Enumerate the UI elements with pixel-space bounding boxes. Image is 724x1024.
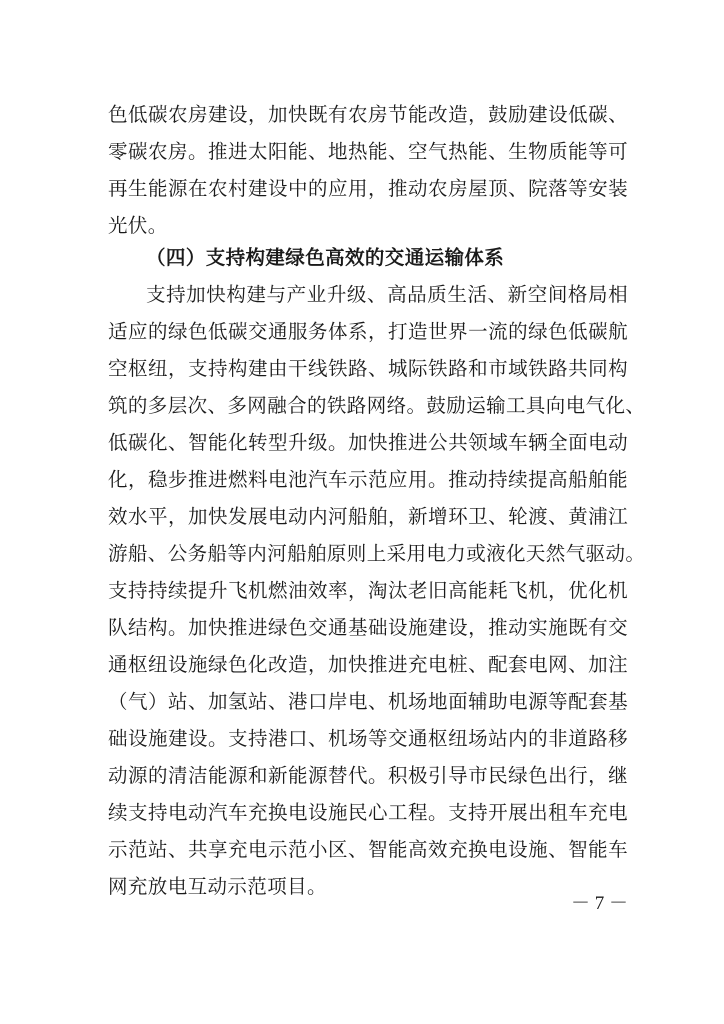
page-number: － 7 －: [570, 893, 628, 914]
paragraph-line: 队结构。加快推进绿色交通基础设施建设，推动实施既有交: [108, 616, 628, 639]
paragraph-line: 支持持续提升飞机燃油效率，淘汰老旧高能耗飞机，优化机: [108, 579, 628, 602]
paragraph-line: 再生能源在农村建设中的应用，推动农房屋顶、院落等安装: [108, 177, 628, 200]
paragraph-line: （气）站、加氢站、港口岸电、机场地面辅助电源等配套基: [108, 690, 628, 713]
paragraph-line: 础设施建设。支持港口、机场等交通枢纽场站内的非道路移: [108, 727, 628, 750]
paragraph-line: 效水平，加快发展电动内河船舶，新增环卫、轮渡、黄浦江: [108, 505, 628, 528]
paragraph-line: 色低碳农房建设，加快既有农房节能改造，鼓励建设低碳、: [108, 103, 628, 126]
paragraph-line: 空枢纽，支持构建由干线铁路、城际铁路和市域铁路共同构: [108, 357, 628, 380]
paragraph-line: 支持加快构建与产业升级、高品质生活、新空间格局相: [146, 283, 628, 306]
paragraph-line: 适应的绿色低碳交通服务体系，打造世界一流的绿色低碳航: [108, 320, 628, 343]
paragraph-line: 通枢纽设施绿色化改造，加快推进充电桩、配套电网、加注: [108, 653, 628, 676]
paragraph-line: 筑的多层次、多网融合的铁路网络。鼓励运输工具向电气化、: [108, 394, 646, 417]
paragraph-line: 低碳化、智能化转型升级。加快推进公共领域车辆全面电动: [108, 431, 628, 454]
paragraph-line: 续支持电动汽车充换电设施民心工程。支持开展出租车充电: [108, 801, 628, 824]
paragraph-line: 网充放电互动示范项目。: [108, 875, 327, 898]
paragraph-line: 零碳农房。推进太阳能、地热能、空气热能、生物质能等可: [108, 140, 628, 163]
section-heading: （四）支持构建绿色高效的交通运输体系: [146, 246, 505, 269]
paragraph-line: 游船、公务船等内河船舶原则上采用电力或液化天然气驱动。: [108, 542, 646, 565]
paragraph-line: 动源的清洁能源和新能源替代。积极引导市民绿色出行，继: [108, 764, 628, 787]
paragraph-line: 化，稳步推进燃料电池汽车示范应用。推动持续提高船舶能: [108, 468, 628, 491]
paragraph-line: 示范站、共享充电示范小区、智能高效充换电设施、智能车: [108, 838, 628, 861]
paragraph-line: 光伏。: [108, 214, 168, 237]
